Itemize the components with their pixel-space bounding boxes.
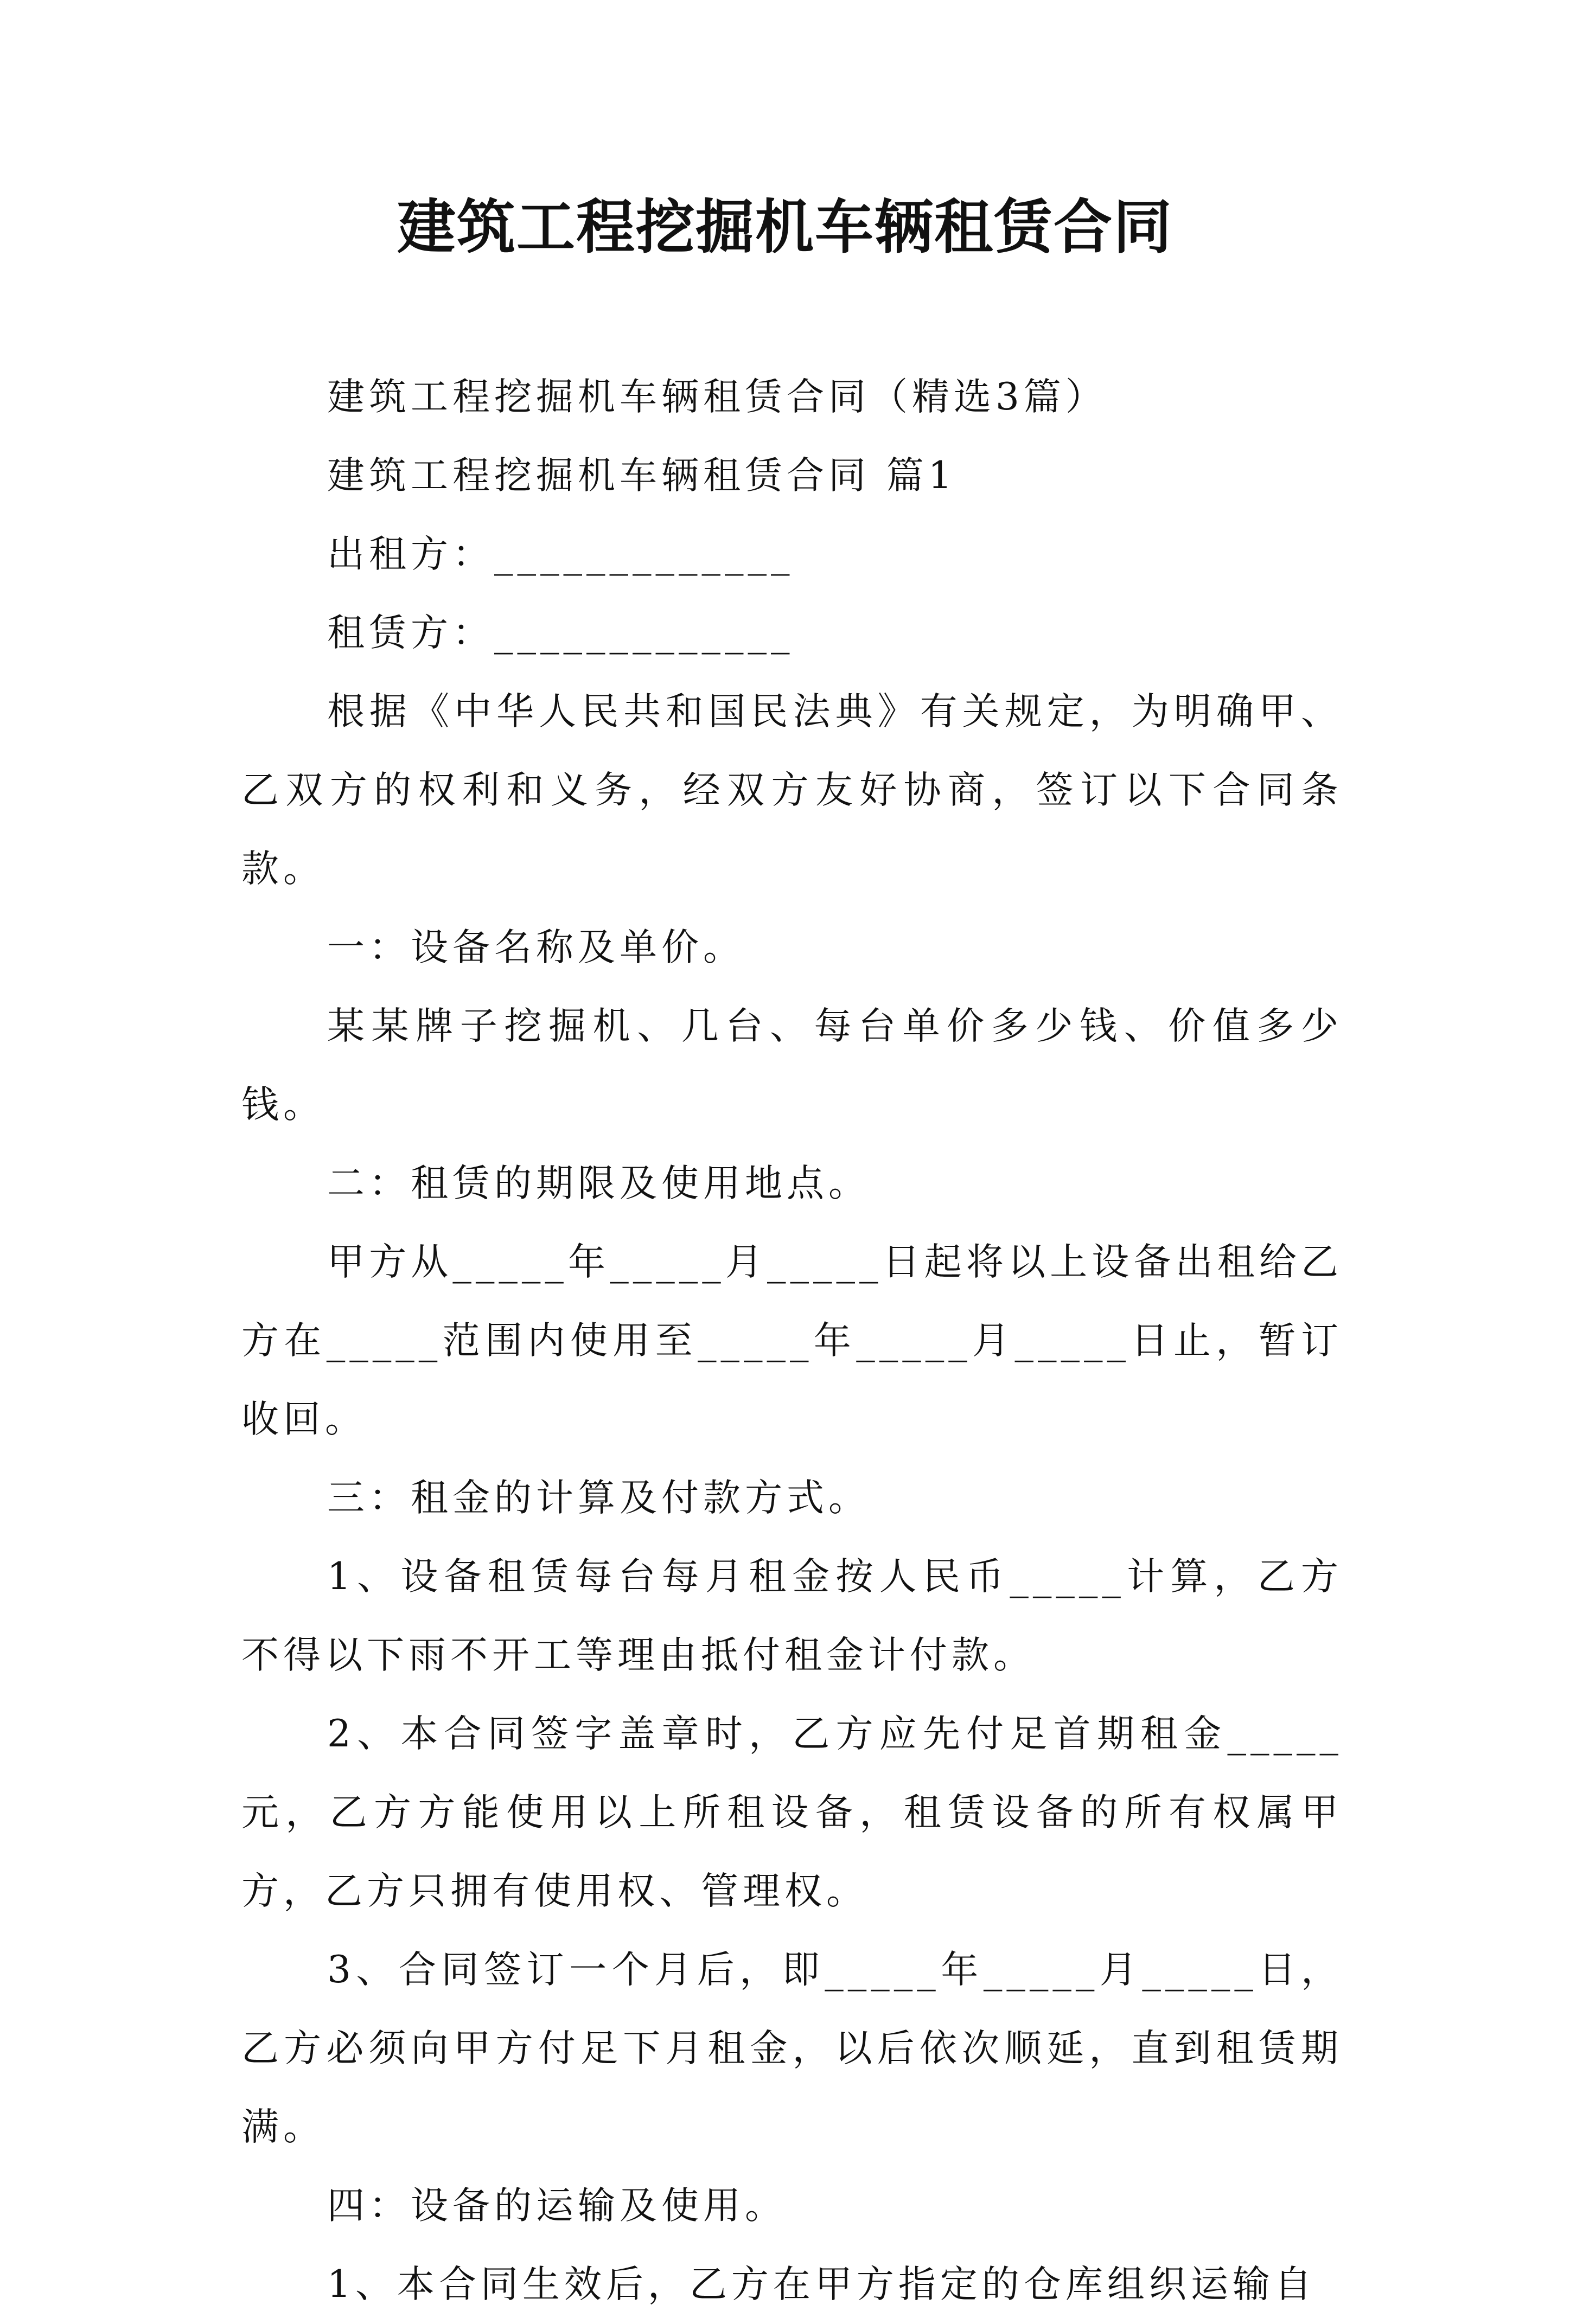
- clause-text-1: 某某牌子挖掘机、几台、每台单价多少钱、价值多少钱。: [241, 1004, 1343, 1126]
- clause-text-3-item-3: 3、合同签订一个月后，即_____年_____月_____日，乙方必须向甲方付足下月租金，以后依次顺延，直到租赁期满。: [241, 1948, 1343, 2149]
- clause-heading-1: 一：设备名称及单价。: [327, 926, 745, 969]
- clause-text-3-item-2: 2、本合同签字盖章时，乙方应先付足首期租金_____元，乙方方能使用以上所租设备，租赁设备的所有权属甲方，乙方只拥有使用权、管理权。: [241, 1712, 1343, 1913]
- clause-text-3-item-1: 1、设备租赁每台每月租金按人民币_____计算，乙方不得以下雨不开工等理由抵付租金计付款。: [241, 1555, 1343, 1677]
- document-body: [241, 358, 1343, 2324]
- document-title: 建筑工程挖掘机车辆租赁合同: [397, 194, 1173, 261]
- subtitle-paragraph: 建筑工程挖掘机车辆租赁合同（精选3篇）: [327, 375, 1107, 419]
- preamble-paragraph: 根据《中华人民共和国民法典》有关规定，为明确甲、乙双方的权利和义务，经双方友好协商，签订以下合同条款。: [241, 690, 1343, 891]
- lessee-field: 租赁方：_____________: [327, 611, 794, 655]
- section-heading-part-1: 建筑工程挖掘机车辆租赁合同 篇1: [327, 454, 956, 497]
- clause-heading-3: 三：租金的计算及付款方式。: [327, 1476, 870, 1520]
- clause-text-4-item-1: 1、本合同生效后，乙方在甲方指定的仓库组织运输自: [327, 2263, 1316, 2306]
- clause-text-2: 甲方从_____年_____月_____日起将以上设备出租给乙方在_____范围内使用至_____年_____月_____日止，暂订收回。: [241, 1240, 1343, 1441]
- clause-heading-4: 四：设备的运输及使用。: [327, 2184, 787, 2227]
- lessor-field: 出租方：_____________: [327, 533, 794, 576]
- clause-heading-2: 二：租赁的期限及使用地点。: [327, 1162, 870, 1205]
